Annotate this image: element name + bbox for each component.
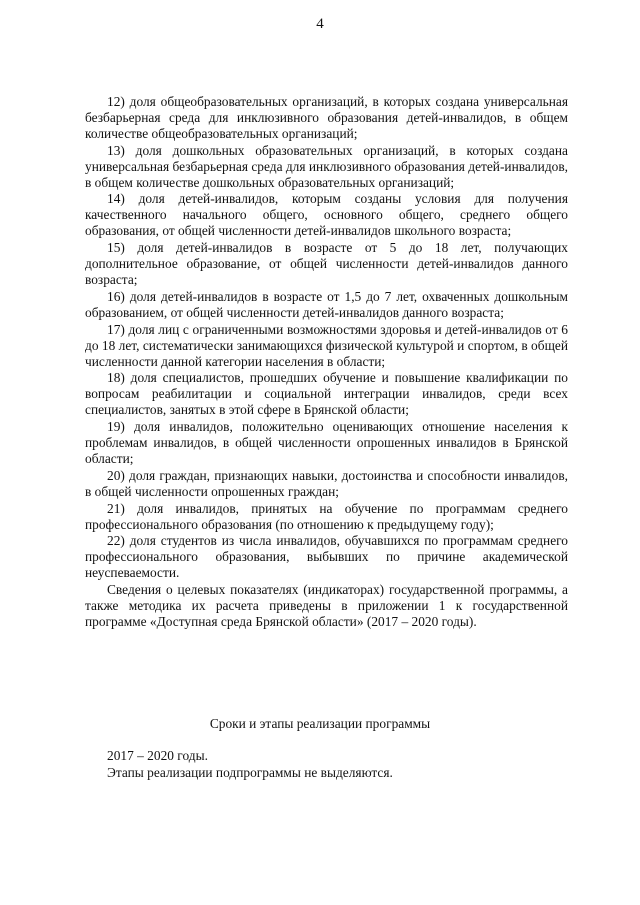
page-number: 4 <box>316 16 324 32</box>
indicator-paragraph: 17) доля лиц с ограниченными возможностями здоровья и детей-инвалидов от 6 до 18 лет, систематически занимающихся физической культурой и спортом, в общей численности данной категории населения в области; <box>85 321 568 369</box>
section-heading: Сроки и этапы реализации программы <box>209 716 431 731</box>
indicator-paragraph: 18) доля специалистов, прошедших обучение и повышение квалификации по вопросам реабилитации и социальной интеграции инвалидов, среди всех специалистов, занятых в этой сфере в Брянской области; <box>85 370 568 418</box>
indicator-paragraph: 19) доля инвалидов, положительно оценивающих отношение населения к проблемам инвалидов, в общей численности опрошенных инвалидов в Брянской области; <box>85 419 568 466</box>
indicator-paragraph: 16) доля детей-инвалидов в возрасте от 1,5 до 7 лет, охваченных дошкольным образованием, от общей численности детей-инвалидов данного возраста; <box>85 288 568 320</box>
period-text: 2017 – 2020 годы. <box>107 748 208 763</box>
body-text <box>85 94 568 631</box>
stages-note: Этапы реализации подпрограммы не выделяются. <box>107 765 393 780</box>
indicator-paragraph: 12) доля общеобразовательных организаций, в которых создана универсальная безбарьерная среда для инклюзивного образования детей-инвалидов, в общем количестве общеобразовательных организаций; <box>85 94 568 141</box>
indicator-paragraph: 22) доля студентов из числа инвалидов, обучавшихся по программам среднего профессионального образования, выбывших по причине академической неуспеваемости. <box>85 533 568 581</box>
indicator-paragraph: 13) доля дошкольных образовательных организаций, в которых создана универсальная безбарьерная среда для инклюзивного образования детей-инвалидов, в общем количестве дошкольных образовательных организаций; <box>85 142 568 190</box>
indicator-paragraph: 20) доля граждан, признающих навыки, достоинства и способности инвалидов, в общей численности опрошенных граждан; <box>85 467 568 499</box>
indicator-paragraph: 21) доля инвалидов, принятых на обучение по программам среднего профессионального образования (по отношению к предыдущему году); <box>85 500 568 532</box>
period-block <box>85 747 568 781</box>
summary-paragraph: Сведения о целевых показателях (индикаторах) государственной программы, а также методика их расчета приведены в приложении 1 к государственной программе «Доступная среда Брянской области» (2017 – 2020 годы). <box>85 582 568 629</box>
indicator-paragraph: 14) доля детей-инвалидов, которым созданы условия для получения качественного начального общего, основного общего, среднего общего образования, от общей численности детей-инвалидов школьного возраста; <box>85 191 568 239</box>
indicator-paragraph: 15) доля детей-инвалидов в возрасте от 5 до 18 лет, получающих дополнительное образование, от общей численности детей-инвалидов данного возраста; <box>85 240 568 287</box>
